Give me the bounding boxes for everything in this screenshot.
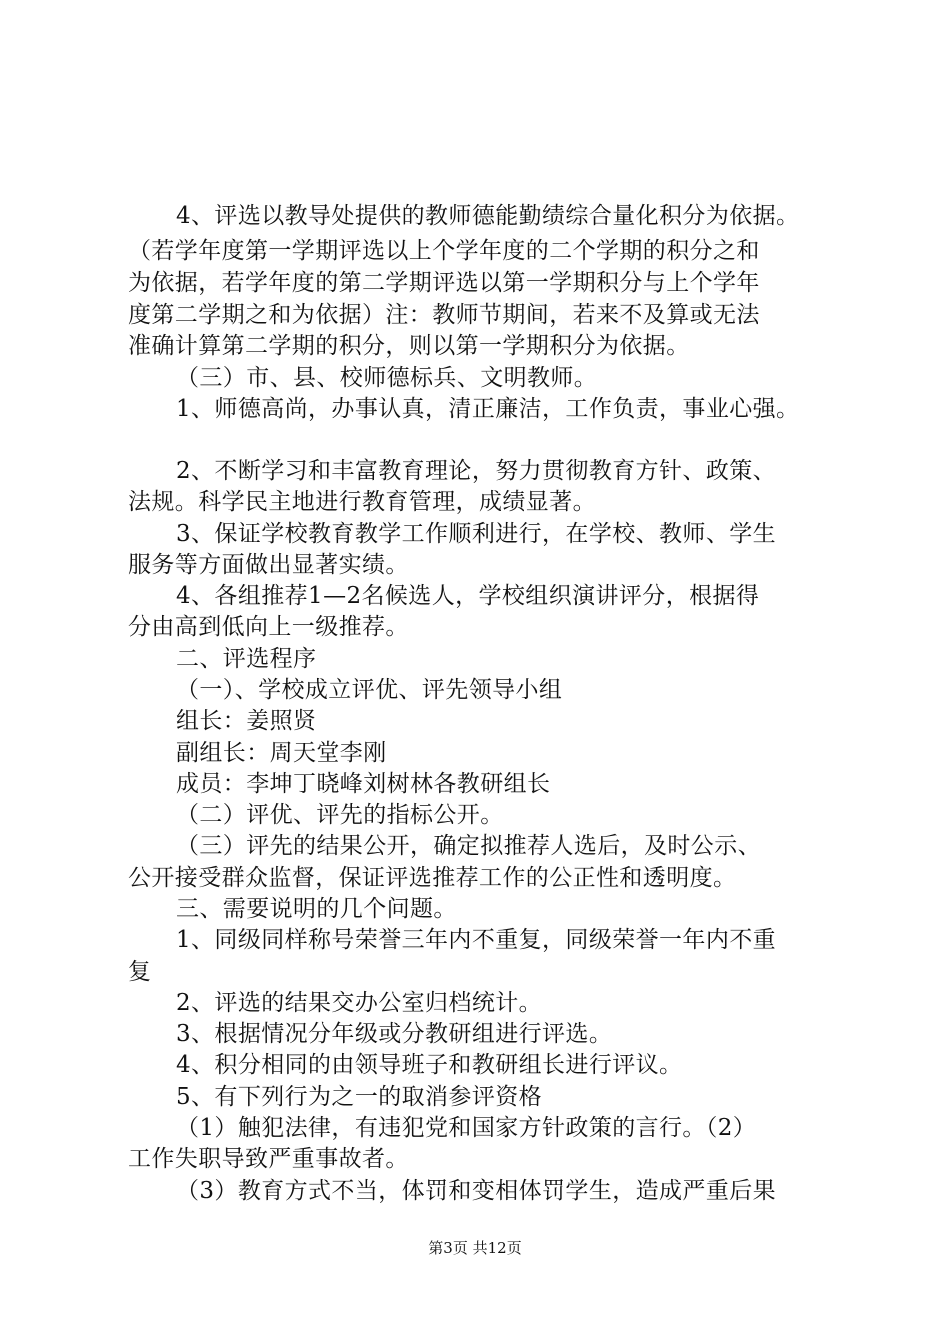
paragraph-line: （1）触犯法律，有违犯党和国家方针政策的言行。（2） — [176, 1115, 757, 1141]
paragraph-line: 3、根据情况分年级或分教研组进行评选。 — [176, 1021, 613, 1047]
paragraph-line: 工作失职导致严重事故者。 — [128, 1146, 409, 1172]
paragraph-line: 服务等方面做出显著实绩。 — [128, 552, 409, 578]
page-number-footer: 第3页 共12页 — [428, 1239, 522, 1257]
paragraph-line: 1、同级同样称号荣誉三年内不重复，同级荣誉一年内不重 — [176, 927, 777, 953]
section-heading: （一）、学校成立评优、评先领导小组 — [176, 677, 563, 703]
paragraph-line: 分由高到低向上一级推荐。 — [128, 614, 409, 640]
paragraph-line: 4、各组推荐1—2名候选人，学校组织演讲评分，根据得 — [176, 583, 760, 609]
section-heading: 二、评选程序 — [176, 646, 317, 672]
paragraph-line: （若学年度第一学期评选以上个学年度的二个学期的积分之和 — [128, 238, 760, 264]
paragraph-line: 公开接受群众监督，保证评选推荐工作的公正性和透明度。 — [128, 865, 737, 891]
paragraph-line: 为依据，若学年度的第二学期评选以第一学期积分与上个学年 — [128, 270, 760, 296]
paragraph-line: 2、评选的结果交办公室归档统计。 — [176, 990, 543, 1016]
paragraph-line: 法规。科学民主地进行教育管理，成绩显著。 — [128, 489, 596, 515]
paragraph-line: 副组长：周天堂李刚 — [176, 740, 387, 766]
paragraph-line: 4、评选以教导处提供的教师德能勤绩综合量化积分为依据。 — [176, 203, 800, 229]
paragraph-line: 4、积分相同的由领导班子和教研组长进行评议。 — [176, 1052, 683, 1078]
section-heading: （二）评优、评先的指标公开。 — [176, 802, 504, 828]
paragraph-line: 度第二学期之和为依据）注：教师节期间，若来不及算或无法 — [128, 302, 760, 328]
paragraph-line: 3、保证学校教育教学工作顺利进行，在学校、教师、学生 — [176, 521, 777, 547]
paragraph-line: （三）评先的结果公开，确定拟推荐人选后，及时公示、 — [176, 833, 761, 859]
paragraph-line: 准确计算第二学期的积分，则以第一学期积分为依据。 — [128, 333, 690, 359]
paragraph-line: 复 — [128, 959, 152, 985]
paragraph-line: （3）教育方式不当，体罚和变相体罚学生，造成严重后果 — [176, 1178, 777, 1204]
section-heading: 三、需要说明的几个问题。 — [176, 896, 457, 922]
paragraph-line: 成员：李坤丁晓峰刘树林各教研组长 — [176, 771, 551, 797]
paragraph-line: 5、有下列行为之一的取消参评资格 — [176, 1084, 543, 1110]
paragraph-line: 组长：姜照贤 — [176, 708, 317, 734]
section-heading: （三）市、县、校师德标兵、文明教师。 — [176, 365, 598, 391]
paragraph-line: 2、不断学习和丰富教育理论，努力贯彻教育方针、政策、 — [176, 458, 777, 484]
paragraph-line: 1、师德高尚，办事认真，清正廉洁，工作负责，事业心强。 — [176, 396, 800, 422]
